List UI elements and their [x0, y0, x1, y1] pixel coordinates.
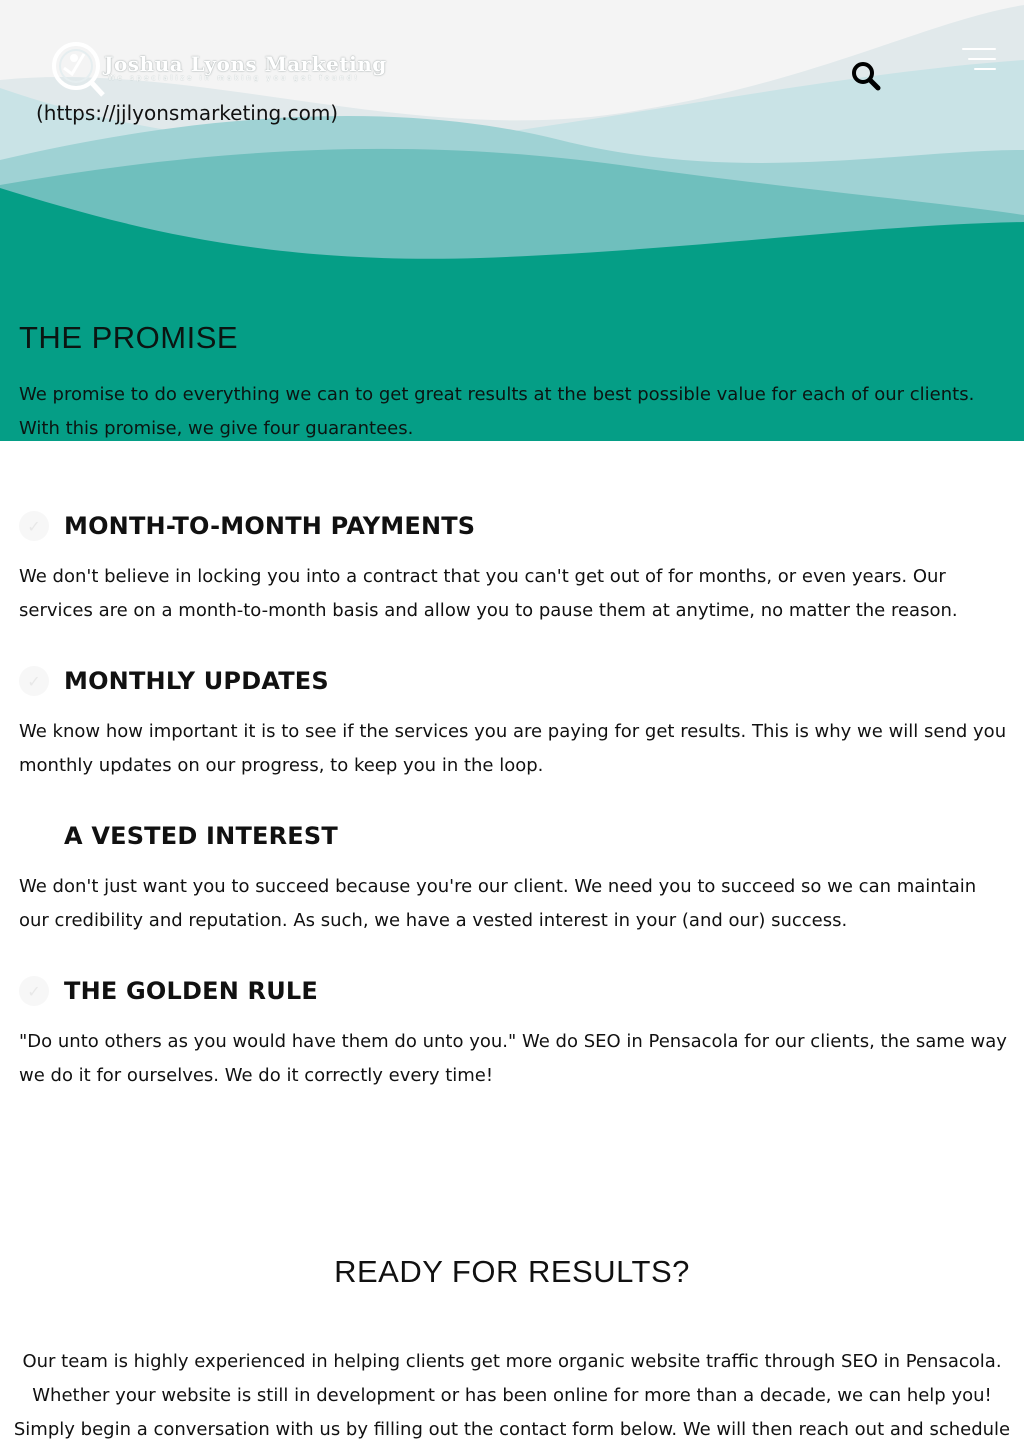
guarantee-title: A VESTED INTEREST — [64, 822, 338, 850]
checkmark-icon: ✓ — [19, 666, 49, 696]
promise-text: We promise to do everything we can to get great results at the best possible value for each of our clients. With this promise, we give four guarantees. — [19, 384, 975, 439]
hero-banner — [0, 0, 1024, 441]
logo-link[interactable]: (https://jjlyonsmarketing.com) — [36, 101, 339, 125]
guarantee-golden-rule — [19, 973, 1009, 1093]
guarantee-text: We don't just want you to succeed because you're our client. We need you to succeed so we can maintain our credibility and reputation. As such, we have a vested interest in your (and our) success. — [19, 876, 977, 931]
logo-tagline: We specialize in making you get found! — [108, 74, 361, 82]
guarantee-text: We know how important it is to see if the services you are paying for get results. This is why we will send you monthly updates on our progress, to keep you in the loop. — [19, 721, 1007, 776]
guarantee-vested-interest — [19, 818, 1009, 938]
guarantee-title: MONTH-TO-MONTH PAYMENTS — [64, 512, 476, 540]
guarantee-monthly-updates — [19, 663, 1009, 783]
logo-magnifier-icon — [50, 38, 106, 98]
hamburger-menu-icon[interactable] — [962, 48, 998, 72]
guarantee-text: "Do unto others as you would have them do unto you." We do SEO in Pensacola for our clients, the same way we do it for ourselves. We do it correctly every time! — [19, 1031, 1007, 1086]
guarantee-title: MONTHLY UPDATES — [64, 667, 329, 695]
guarantee-month-to-month — [19, 508, 1009, 628]
search-icon — [850, 60, 882, 92]
site-logo[interactable] — [50, 38, 387, 98]
promise-title: THE PROMISE — [19, 320, 239, 355]
checkmark-icon: ✓ — [19, 976, 49, 1006]
search-button[interactable] — [850, 60, 884, 94]
checkmark-icon — [19, 821, 49, 851]
guarantee-text: We don't believe in locking you into a contract that you can't get out of for months, or even years. Our services are on a month-to-month basis and allow you to pause them at anytime, no matter the reason. — [19, 566, 958, 621]
logo-name: Joshua Lyons Marketing — [104, 52, 387, 76]
guarantee-title: THE GOLDEN RULE — [64, 977, 319, 1005]
cta-title: READY FOR RESULTS? — [334, 1254, 690, 1289]
cta-text: Our team is highly experienced in helping clients get more organic website traffic through SEO in Pensacola. Whether your website is still in development or has been online for more than a decade, we can help you! Simply begin a conversation with us by filling out the contact form below. We will then reach out and schedule — [13, 1351, 1011, 1440]
checkmark-icon: ✓ — [19, 511, 49, 541]
